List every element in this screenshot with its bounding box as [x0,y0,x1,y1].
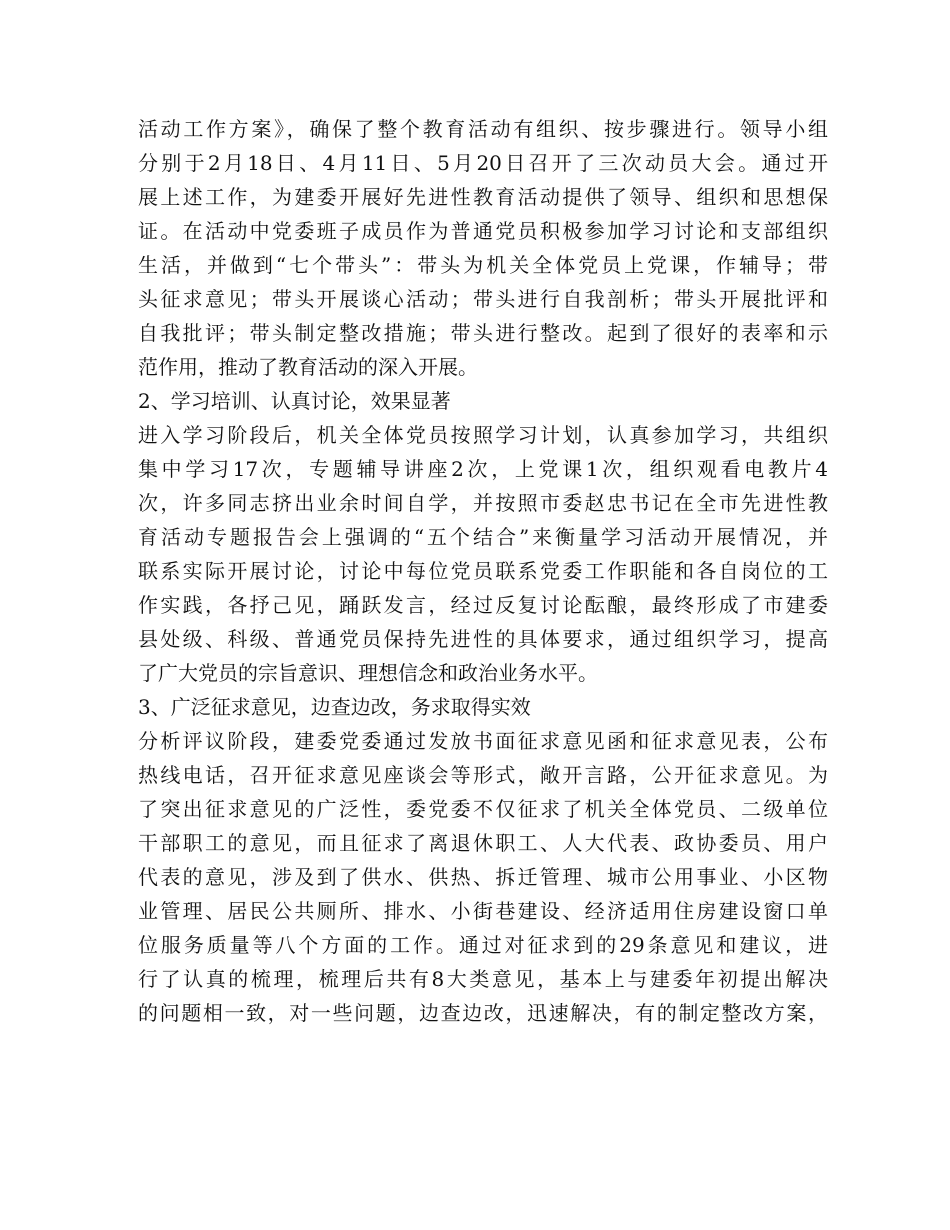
text-line-6: 头征求意见；带头开展谈心活动；带头进行自我剖析；带头开展批评和 [138,287,828,311]
text-line-11: 集中学习17次，专题辅导讲座2次，上党课1次，组织观看电教片4 [138,457,828,481]
text-line-7: 自我批评；带头制定整改措施；带头进行整改。起到了很好的表率和示 [138,321,828,345]
text-line-1: 活动工作方案》，确保了整个教育活动有组织、按步骤进行。领导小组 [138,117,828,141]
document-body [138,112,828,1030]
text-line-5: 生活，并做到“七个带头”：带头为机关全体党员上党课，作辅导；带 [138,253,828,277]
text-line-3: 展上述工作，为建委开展好先进性教育活动提供了领导、组织和思想保 [138,185,828,209]
text-line-12: 次，许多同志挤出业余时间自学，并按照市委赵忠书记在全市先进性教 [138,491,828,515]
text-line-19: 分析评议阶段，建委党委通过发放书面征求意见函和征求意见表，公布 [138,729,828,753]
text-line-14: 联系实际开展讨论，讨论中每位党员联系党委工作职能和各自岗位的工 [138,559,828,583]
text-line-25: 位服务质量等八个方面的工作。通过对征求到的29条意见和建议，进 [138,933,828,957]
text-line-13: 育活动专题报告会上强调的“五个结合”来衡量学习活动开展情况，并 [138,525,828,549]
text-line-10: 进入学习阶段后，机关全体党员按照学习计划，认真参加学习，共组织 [138,423,828,447]
text-line-23: 代表的意见，涉及到了供水、供热、拆迁管理、城市公用事业、小区物 [138,865,828,889]
text-line-20: 热线电话，召开征求意见座谈会等形式，敞开言路，公开征求意见。为 [138,763,828,787]
text-line-27: 的问题相一致，对一些问题，边查边改，迅速解决，有的制定整改方案， [138,1001,828,1025]
text-line-4: 证。在活动中党委班子成员作为普通党员积极参加学习讨论和支部组织 [138,219,828,243]
section-heading-3: 3、广泛征求意见，边查边改，务求取得实效 [138,695,531,719]
text-line-22: 干部职工的意见，而且征求了离退休职工、人大代表、政协委员、用户 [138,831,828,855]
text-line-24: 业管理、居民公共厕所、排水、小街巷建设、经济适用住房建设窗口单 [138,899,828,923]
text-line-17: 了广大党员的宗旨意识、理想信念和政治业务水平。 [138,661,598,685]
text-line-16: 县处级、科级、普通党员保持先进性的具体要求，通过组织学习，提高 [138,627,828,651]
text-line-8: 范作用，推动了教育活动的深入开展。 [138,355,478,379]
text-line-15: 作实践，各抒己见，踊跃发言，经过反复讨论酝酿，最终形成了市建委 [138,593,828,617]
text-line-26: 行了认真的梳理，梳理后共有8大类意见，基本上与建委年初提出解决 [138,967,828,991]
section-heading-2: 2、学习培训、认真讨论，效果显著 [138,389,451,413]
text-line-2: 分别于2月18日、4月11日、5月20日召开了三次动员大会。通过开 [138,151,828,175]
text-line-21: 了突出征求意见的广泛性，委党委不仅征求了机关全体党员、二级单位 [138,797,828,821]
